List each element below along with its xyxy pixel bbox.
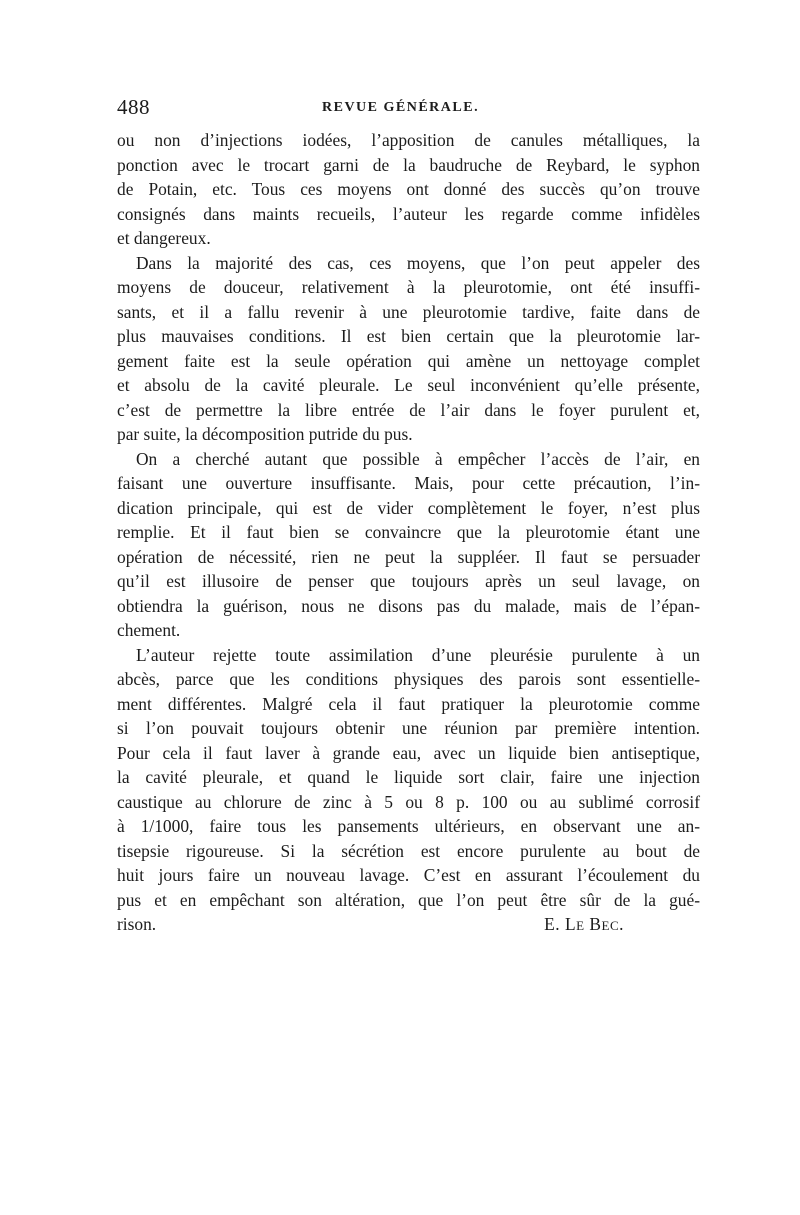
text-line: et absolu de la cavité pleurale. Le seul inconvénient qu’elle présente,: [117, 375, 700, 395]
text-line: moyens de douceur, relativement à la pleurotomie, ont été insuffi-: [117, 277, 700, 297]
signature-rest: B: [584, 914, 602, 934]
text-line: On a cherché autant que possible à empêcher l’accès de l’air, en: [136, 448, 700, 469]
text-line: caustique au chlorure de zinc à 5 ou 8 p. 100 ou au sublimé corrosif: [117, 791, 700, 812]
text-line: si l’on pouvait toujours obtenir une réunion par première intention.: [117, 718, 700, 738]
final-word: rison.: [117, 914, 157, 934]
text-line: la cavité pleurale, et quand le liquide sort clair, faire une injection: [117, 767, 700, 787]
signature-smallcaps: E: [576, 918, 585, 933]
text-line: Pour cela il faut laver à grande eau, avec un liquide bien antiseptique,: [117, 742, 700, 763]
text-line: ment différentes. Malgré cela il faut pratiquer la pleurotomie comme: [117, 693, 700, 714]
body-text: [117, 128, 700, 937]
text-line: remplie. Et il faut bien se convaincre que la pleurotomie étant une: [117, 522, 700, 542]
running-head: [117, 95, 700, 121]
text-line: faisant une ouverture insuffisante. Mais, pour cette précaution, l’in-: [117, 473, 700, 493]
signature-smallcaps-2: EC: [601, 918, 620, 933]
closing-line: [117, 912, 700, 937]
signature-initial: E. L: [544, 914, 577, 934]
author-signature: [544, 912, 700, 937]
text-line: pus et en empêchant son altération, que l’on peut être sûr de la gué-: [117, 889, 700, 910]
text-line: à 1/1000, faire tous les pansements ultérieurs, en observant une an-: [117, 816, 700, 836]
text-line: c’est de permettre la libre entrée de l’air dans le foyer purulent et,: [117, 399, 700, 420]
text-line: tisepsie rigoureuse. Si la sécrétion est encore purulente au bout de: [117, 840, 700, 861]
signature-end: .: [619, 914, 624, 934]
text-line: dication principale, qui est de vider complètement le foyer, n’est plus: [117, 497, 700, 518]
text-line: et dangereux.: [117, 228, 211, 248]
text-line: ou non d’injections iodées, l’apposition de canules métalliques, la: [117, 130, 700, 150]
running-title: REVUE GÉNÉRALE.: [322, 100, 480, 115]
text-line: consignés dans maints recueils, l’auteur les regarde comme infidèles: [117, 203, 700, 224]
text-line: ponction avec le trocart garni de la baudruche de Reybard, le syphon: [117, 154, 700, 175]
text-line: gement faite est la seule opération qui amène un nettoyage complet: [117, 350, 700, 371]
text-line: sants, et il a fallu revenir à une pleurotomie tardive, faite dans de: [117, 301, 700, 322]
text-line: Dans la majorité des cas, ces moyens, que l’on peut appeler des: [136, 252, 700, 273]
text-line: L’auteur rejette toute assimilation d’une pleurésie purulente à un: [136, 644, 700, 665]
text-line: abcès, parce que les conditions physiques des parois sont essentielle-: [117, 669, 700, 689]
text-line: qu’il est illusoire de penser que toujours après un seul lavage, on: [117, 571, 700, 591]
text-line: huit jours faire un nouveau lavage. C’est en assurant l’écoulement du: [117, 865, 700, 885]
text-line: chement.: [117, 620, 181, 640]
text-line: obtiendra la guérison, nous ne disons pas du malade, mais de l’épan-: [117, 595, 700, 616]
text-line: opération de nécessité, rien ne peut la suppléer. Il faut se persuader: [117, 546, 700, 567]
text-line: par suite, la décomposition putride du pus.: [117, 424, 413, 444]
text-line: plus mauvaises conditions. Il est bien certain que la pleurotomie lar-: [117, 326, 700, 346]
text-line: de Potain, etc. Tous ces moyens ont donné des succès qu’on trouve: [117, 179, 700, 199]
page-number: 488: [117, 95, 150, 119]
